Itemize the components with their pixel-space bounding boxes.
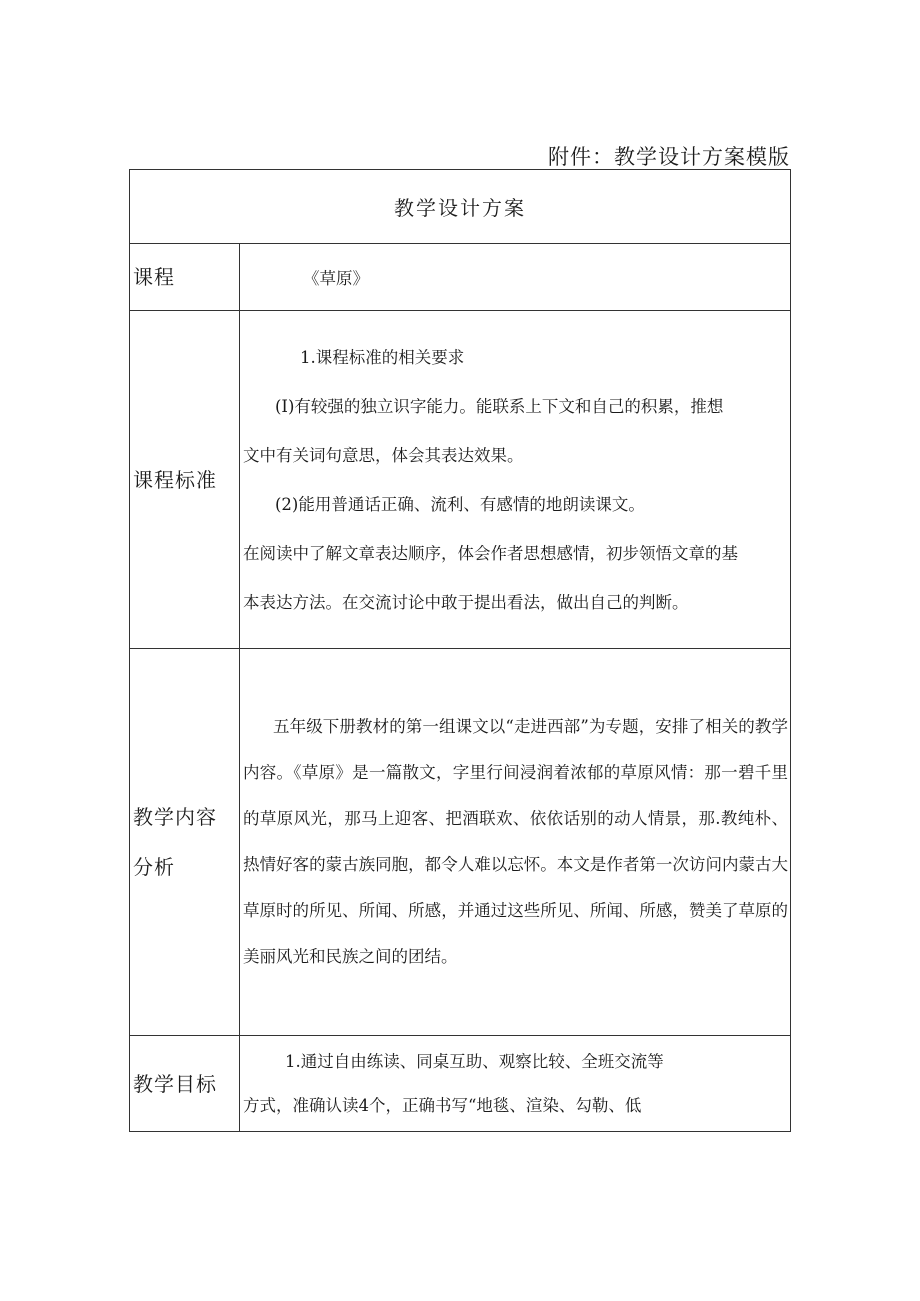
standard-line: 本表达方法。在交流讨论中敢于提出看法，做出自己的判断。 [243, 592, 689, 612]
table-title: 教学设计方案 [130, 170, 791, 244]
goals-row [130, 1036, 791, 1132]
standard-line: (2)能用普通话正确、流利、有感情的地朗读课文。 [275, 494, 645, 514]
lesson-plan-table [129, 169, 791, 1132]
goals-content [240, 1036, 791, 1132]
standard-row [130, 311, 791, 649]
standard-line: (I)有较强的独立识字能力。能联系上下文和自己的积累，推想 [275, 396, 724, 416]
analysis-label-line: 分析 [133, 855, 175, 879]
goals-line: 1.通过自由练读、同桌互助、观察比较、全班交流等 [285, 1051, 664, 1071]
goals-label: 教学目标 [130, 1036, 240, 1132]
course-value: 《草原》 [303, 269, 369, 288]
analysis-row [130, 649, 791, 1036]
analysis-content [240, 649, 791, 1036]
standard-line: 文中有关词句意思，体会其表达效果。 [243, 445, 524, 465]
analysis-text: 五年级下册教材的第一组课文以“走进西部”为专题，安排了相关的教学内容。《草原》是一篇散文，字里行间浸润着浓郁的草原风情：那一碧千里的草原风光，那马上迎客、把酒联欢、依依话别的动人情景，那.教纯朴、热情好客的蒙古族同胞，都令人难以忘怀。本文是作者第一次访问内蒙古大草原时的所见、所闻、所感，并通过这些所见、所闻、所感，赞美了草原的美丽风光和民族之间的团结。 [243, 717, 788, 966]
attachment-label: 附件：教学设计方案模版 [548, 145, 790, 169]
analysis-label-line: 教学内容 [133, 805, 217, 829]
standard-content [240, 311, 791, 649]
course-label: 课程 [130, 244, 240, 311]
standard-label: 课程标准 [130, 311, 240, 649]
course-row [130, 244, 791, 311]
table-title-row [130, 170, 791, 244]
goals-line: 方式，准确认读4个，正确书写“地毯、渲染、勾勒、低 [243, 1095, 642, 1115]
analysis-label [130, 649, 240, 1036]
standard-line: 1.课程标准的相关要求 [300, 347, 465, 367]
standard-line: 在阅读中了解文章表达顺序，体会作者思想感情，初步领悟文章的基 [243, 543, 738, 563]
